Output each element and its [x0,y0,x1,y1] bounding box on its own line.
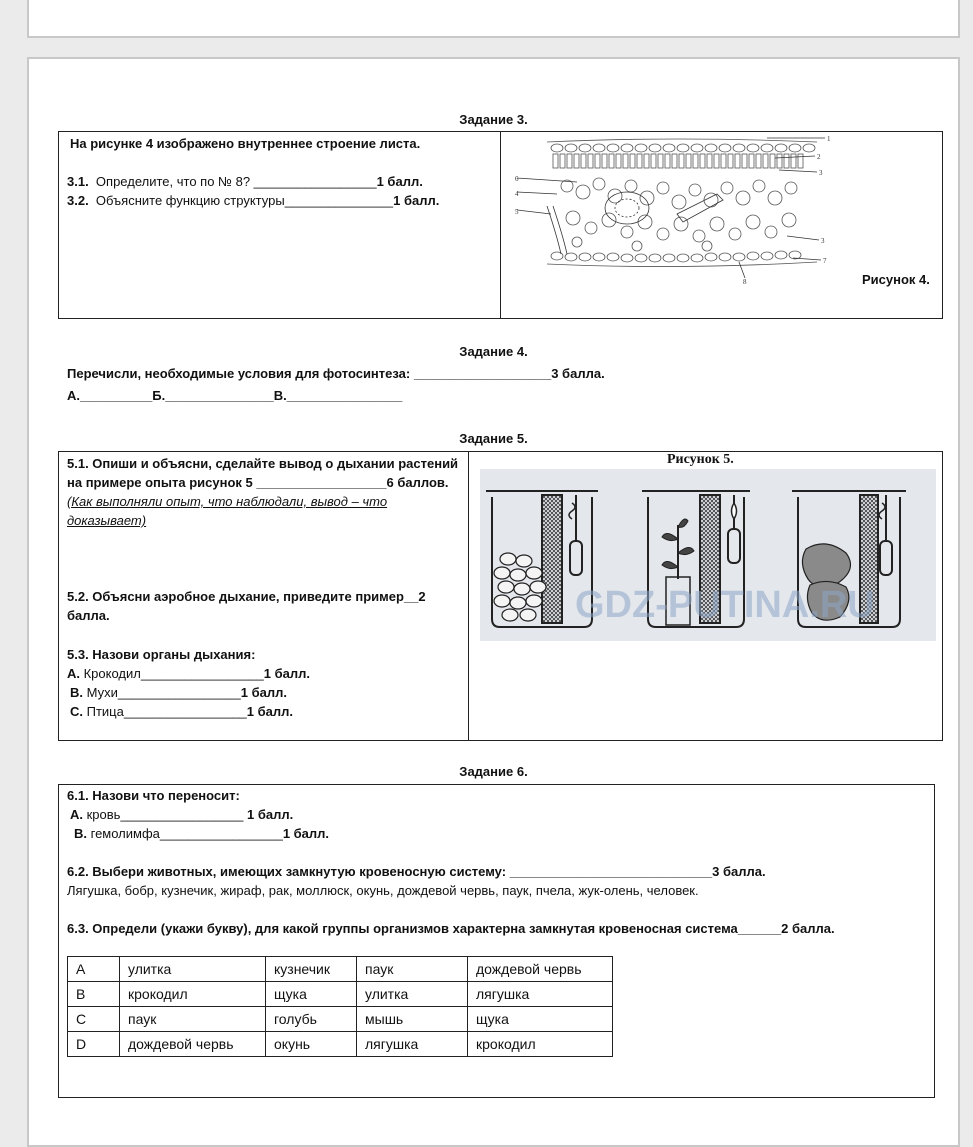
table-cell: В [68,982,120,1007]
task3-q1-points: 1 балл. [376,174,423,189]
task6-q2-points: 3 балла. [712,864,766,879]
task4-title: Задание 4. [459,344,528,359]
task3-q2 [67,191,439,210]
task5-divider [468,452,469,740]
table-cell: улитка [357,982,468,1007]
task4-points: 3 балла. [551,366,605,381]
respiration-experiment-drawing [480,469,936,641]
task6-title: Задание 6. [459,764,528,779]
table-cell: крокодил [468,1032,613,1057]
task4-answers: А.__________Б._______________В.________________ [67,388,403,403]
task6-q2-text: 6.2. Выбери животных, имеющих замкнутую кровеносную систему: ____________________________ [67,864,713,879]
task5-box [58,451,943,741]
task3-intro: На рисунке 4 изображено внутреннее строение листа. [70,136,421,151]
table-cell: паук [357,957,468,982]
task5-q3: 5.3. Назови органы дыхания: [67,647,256,662]
task5-b-text: Мухи_________________ [83,685,241,700]
task6-q1b-points: 1 балл. [282,826,330,841]
task3-q2-num: 3.2. [67,193,89,208]
task5-c-letter: С. [70,704,83,719]
task6-q1a-text: кровь_________________ [83,807,244,822]
leaf-cross-section-drawing [517,136,847,286]
task6-q3 [67,919,835,938]
task6-q1b-text: гемолимфа_________________ [87,826,283,841]
leaf-label-5: 5 [515,208,519,216]
leaf-label-4: 4 [515,190,519,198]
task3-q1-text: Определите, что по № 8? _________________ [95,174,377,189]
table-cell: щука [266,982,357,1007]
task6-options-table [67,956,613,1057]
worksheet-page [27,57,960,1147]
table-row [68,982,613,1007]
task6-q1-answer-b [74,824,329,843]
table-cell: лягушка [468,982,613,1007]
task5-q1 [67,454,462,530]
table-cell: мышь [357,1007,468,1032]
table-cell: голубь [266,1007,357,1032]
task5-a-points: 1 балл. [263,666,310,681]
table-row [68,1007,613,1032]
task6-box [58,784,935,1098]
task5-q1-points: 6 баллов. [386,475,449,490]
task4-question-text: Перечисли, необходимые условия для фотосинтеза: ___________________ [67,366,552,381]
task6-q1b-letter: В. [74,826,87,841]
table-cell: паук [120,1007,266,1032]
task6-q3-text: 6.3. Определи (укажи букву), для какой группы организмов характерна замкнутая кровеносная система______ [67,921,782,936]
task3-box [58,131,943,319]
task5-b-letter: В. [70,685,83,700]
task3-q2-text: Объясните функцию структуры_______________ [95,193,394,208]
table-cell: кузнечик [266,957,357,982]
figure4-caption: Рисунок 4. [862,272,930,287]
task5-answer-a [67,664,310,683]
task6-q1-answer-a [70,805,293,824]
task6-q3-points: 2 балла. [781,921,835,936]
task3-q2-points: 1 балл. [393,193,440,208]
table-cell: улитка [120,957,266,982]
task3-title: Задание 3. [459,112,528,127]
task3-q1 [67,172,423,191]
watermark: GDZ-PUTINA.RU [575,584,875,626]
task6-q1: 6.1. Назови что переносит: [67,788,240,803]
task5-q1-text: 5.1. Опиши и объясни, сделайте вывод о дыхании растений на примере опыта рисунок 5 __________________ [67,456,459,490]
task5-c-points: 1 балл. [246,704,293,719]
task3-divider [500,132,501,318]
leaf-label-1: 1 [827,135,831,143]
leaf-label-3a: 3 [819,169,823,177]
task5-q2: 5.2. Объясни аэробное дыхание, приведите пример__2 балла. [67,589,426,623]
table-cell: щука [468,1007,613,1032]
table-cell: D [68,1032,120,1057]
task5-c-text: Птица_________________ [83,704,247,719]
table-cell: окунь [266,1032,357,1057]
leaf-label-8: 8 [743,278,747,286]
table-cell: дождевой червь [120,1032,266,1057]
previous-page-edge [27,0,960,38]
task5-title: Задание 5. [459,431,528,446]
leaf-label-6: 6 [515,175,519,183]
task5-answer-c [70,702,293,721]
table-row [68,957,613,982]
task5-a-text: Крокодил_________________ [80,666,264,681]
table-cell: лягушка [357,1032,468,1057]
table-cell: дождевой червь [468,957,613,982]
figure5-caption: Рисунок 5. [667,452,734,467]
task6-q1a-letter: А. [70,807,83,822]
task3-q1-num: 3.1. [67,174,89,189]
table-cell: крокодил [120,982,266,1007]
task5-a-letter: А. [67,666,80,681]
task6-q2 [67,862,766,881]
leaf-label-2: 2 [817,153,821,161]
task6-q1a-points: 1 балл. [243,807,294,822]
task5-answer-b [70,683,287,702]
task6-q2-animal-list: Лягушка, бобр, кузнечик, жираф, рак, моллюск, окунь, дождевой червь, паук, пчела, жук-олень, человек. [67,883,699,898]
leaf-label-7: 7 [823,257,827,265]
task4-question [67,364,605,383]
table-cell: С [68,1007,120,1032]
task5-b-points: 1 балл. [240,685,287,700]
task5-q1-hint: (Как выполняли опыт, что наблюдали, вывод – что доказывает) [67,494,388,528]
leaf-label-3b: 3 [821,237,825,245]
table-row [68,1032,613,1057]
table-cell: А [68,957,120,982]
